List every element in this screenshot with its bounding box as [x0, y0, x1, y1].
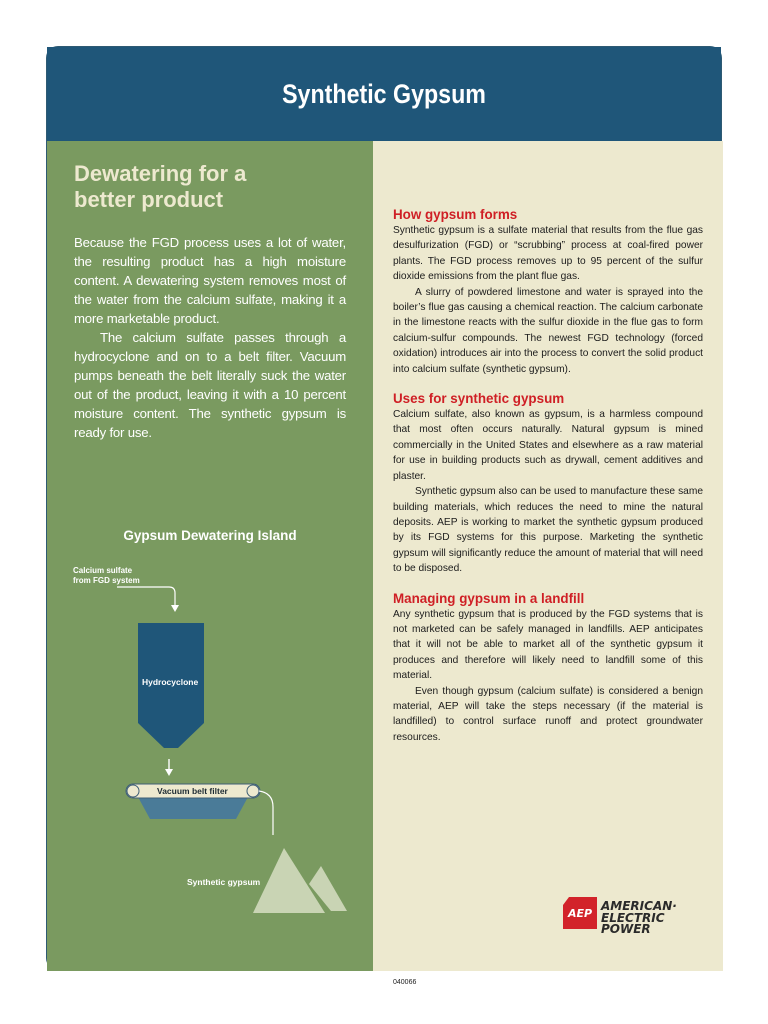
- hydrocyclone-label: Hydrocyclone: [142, 677, 199, 687]
- input-label-line1: Calcium sulfate: [73, 566, 133, 575]
- logo-line3: POWER: [601, 922, 651, 936]
- section-paragraph: Any synthetic gypsum that is produced by the FGD systems that is not marketed can be safely managed in landfills. AEP anticipates that it will not be able to market all of the synthetic gypsum it produces and therefore will likely need to landfill some of this material.: [393, 608, 703, 682]
- input-label-line2: from FGD system: [73, 576, 140, 585]
- section-paragraph: Synthetic gypsum also can be used to manufacture these same building materials, which reduces the need to mine the natural deposits. AEP is working to market the synthetic gypsum produced by its FGD systems for this purpose. Marketing the synthetic gypsum will significantly reduce the amount of material that will need to be disposed.: [393, 486, 703, 575]
- left-heading-line2: better product: [74, 187, 224, 212]
- input-label: [73, 566, 140, 586]
- input-flow-line: [117, 587, 175, 607]
- dewatering-diagram: [47, 141, 373, 971]
- document-code: 040066: [393, 979, 417, 986]
- belt-roller-left: [127, 785, 139, 797]
- aep-logo: [563, 897, 713, 947]
- input-arrow-head: [171, 605, 179, 612]
- belt-filter-label: Vacuum belt filter: [157, 786, 228, 796]
- logo-line1: AMERICAN·: [601, 899, 677, 913]
- logo-mark-text: AEP: [567, 907, 593, 920]
- hydro-to-belt-arrow-head: [165, 769, 173, 776]
- logo-wordmark: [601, 901, 677, 936]
- page-title: Synthetic Gypsum: [282, 79, 486, 109]
- output-label: Synthetic gypsum: [187, 877, 261, 887]
- header-banner: [47, 47, 721, 141]
- left-paragraph-2: The calcium sulfate passes through a hydrocyclone and on to a belt filter. Vacuum pumps beneath the belt literally suck the water out of the product, leaving it with a 10 percent moisture content. The synthetic gypsum is ready for use.: [74, 330, 346, 440]
- fact-sheet-card: [46, 46, 722, 986]
- right-column: [373, 141, 723, 986]
- section-paragraph: A slurry of powdered limestone and water is sprayed into the boiler’s flue gas causing a chemical reaction. The calcium carbonate in the limestone reacts with the sulfur dioxide in the flue gas to form calcium-sulfur compounds. The newest FGD technology (forced oxidation) introduces air into the process to convert the solid product into calcium sulfate (synthetic gypsum).: [393, 286, 703, 375]
- belt-outflow-line: [259, 791, 273, 835]
- right-body: [393, 207, 703, 759]
- section-paragraph: Even though gypsum (calcium sulfate) is considered a benign material, AEP will take the steps necessary (if the material is landfilled) to control surface runoff and protect groundwater resources.: [393, 685, 703, 743]
- left-heading-line1: Dewatering for a: [74, 161, 247, 186]
- section-heading: How gypsum forms: [393, 207, 518, 222]
- section-heading: Managing gypsum in a landfill: [393, 590, 585, 606]
- diagram-title: Gypsum Dewatering Island: [123, 528, 297, 543]
- belt-roller-right: [247, 785, 259, 797]
- section-how-gypsum-forms: [393, 207, 703, 377]
- section-heading: Uses for synthetic gypsum: [393, 391, 565, 407]
- logo-line2: ELECTRIC: [601, 910, 665, 925]
- section-landfill: [393, 591, 703, 746]
- section-paragraph: Calcium sulfate, also known as gypsum, is a harmless compound that most often occurs naturally. Natural gypsum is mined commercially in the United States and elsewhere as a raw material for use in building products such as drywall, cement additives and plaster.: [393, 409, 703, 482]
- vacuum-tray-shape: [138, 797, 248, 819]
- aep-logo-mark-icon: [563, 897, 597, 929]
- section-paragraph: Synthetic gypsum is a sulfate material that results from the flue gas desulfurization (FGD) or “scrubbing” process at coal-fired power plants. The FGD process removes up to 95 percent of the sulfur dioxide emissions from the plant flue gas.: [393, 225, 703, 283]
- left-column: [47, 141, 373, 971]
- left-paragraph-1: Because the FGD process uses a lot of water, the resulting product has a high moisture content. A dewatering system removes most of the water from the calcium sulfate, making it a more marketable product.: [74, 235, 346, 326]
- section-uses: [393, 391, 703, 576]
